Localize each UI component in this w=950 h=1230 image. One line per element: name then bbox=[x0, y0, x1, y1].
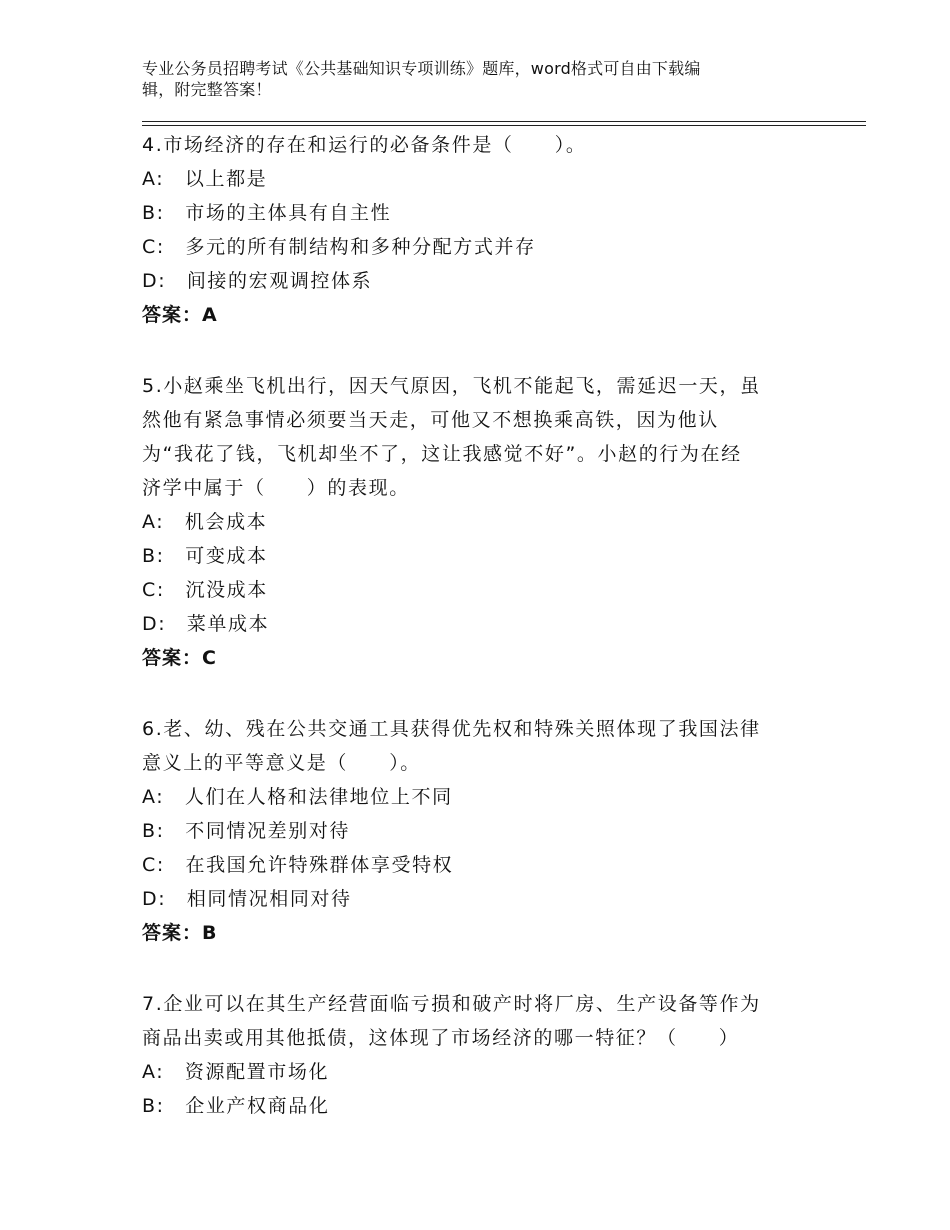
question-list bbox=[142, 128, 802, 1160]
header-line-2: 辑，附完整答案！ bbox=[142, 80, 272, 99]
option-b: B: 不同情况差别对待 bbox=[142, 820, 351, 842]
option-b: B: 可变成本 bbox=[142, 545, 268, 567]
header-divider-top bbox=[142, 121, 866, 122]
question-6 bbox=[142, 712, 802, 950]
stem-line: 为“我花了钱，飞机却坐不了，这让我感觉不好”。小赵的行为在经 bbox=[142, 443, 742, 465]
option-b: B: 市场的主体具有自主性 bbox=[142, 202, 392, 224]
stem-line: 济学中属于（ ）的表现。 bbox=[142, 477, 410, 499]
question-stem bbox=[142, 369, 802, 505]
option-c: C: 在我国允许特殊群体享受特权 bbox=[142, 854, 454, 876]
stem-line: 4.市场经济的存在和运行的必备条件是（ ）。 bbox=[142, 134, 587, 156]
option-a: A: 资源配置市场化 bbox=[142, 1061, 330, 1083]
option-c: C: 沉没成本 bbox=[142, 579, 268, 601]
stem-line: 商品出卖或用其他抵债，这体现了市场经济的哪一特征？（ ） bbox=[142, 1027, 740, 1049]
question-stem bbox=[142, 128, 802, 162]
question-stem bbox=[142, 712, 802, 780]
answer-label: 答案：A bbox=[142, 304, 218, 326]
option-a: A: 机会成本 bbox=[142, 511, 268, 533]
option-c: C: 多元的所有制结构和多种分配方式并存 bbox=[142, 236, 536, 258]
option-a: A: 以上都是 bbox=[142, 168, 268, 190]
stem-line: 6.老、幼、残在公共交通工具获得优先权和特殊关照体现了我国法律 bbox=[142, 718, 761, 740]
option-d: D: 相同情况相同对待 bbox=[142, 888, 352, 910]
option-b: B: 企业产权商品化 bbox=[142, 1095, 330, 1117]
stem-line: 意义上的平等意义是（ ）。 bbox=[142, 752, 421, 774]
question-7 bbox=[142, 987, 802, 1123]
answer-label: 答案：B bbox=[142, 922, 218, 944]
question-4 bbox=[142, 128, 802, 332]
stem-line: 然他有紧急事情必须要当天走，可他又不想换乘高铁，因为他认 bbox=[142, 409, 719, 431]
question-5 bbox=[142, 369, 802, 675]
option-d: D: 间接的宏观调控体系 bbox=[142, 270, 373, 292]
option-d: D: 菜单成本 bbox=[142, 613, 270, 635]
answer-label: 答案：C bbox=[142, 647, 217, 669]
page-header bbox=[142, 58, 802, 100]
question-stem bbox=[142, 987, 802, 1055]
stem-line: 5.小赵乘坐飞机出行，因天气原因，飞机不能起飞，需延迟一天，虽 bbox=[142, 375, 761, 397]
header-divider-bottom bbox=[142, 125, 866, 126]
stem-line: 7.企业可以在其生产经营面临亏损和破产时将厂房、生产设备等作为 bbox=[142, 993, 761, 1015]
header-line-1: 专业公务员招聘考试《公共基础知识专项训练》题库，word格式可自由下载编 bbox=[142, 59, 701, 78]
option-a: A: 人们在人格和法律地位上不同 bbox=[142, 786, 453, 808]
